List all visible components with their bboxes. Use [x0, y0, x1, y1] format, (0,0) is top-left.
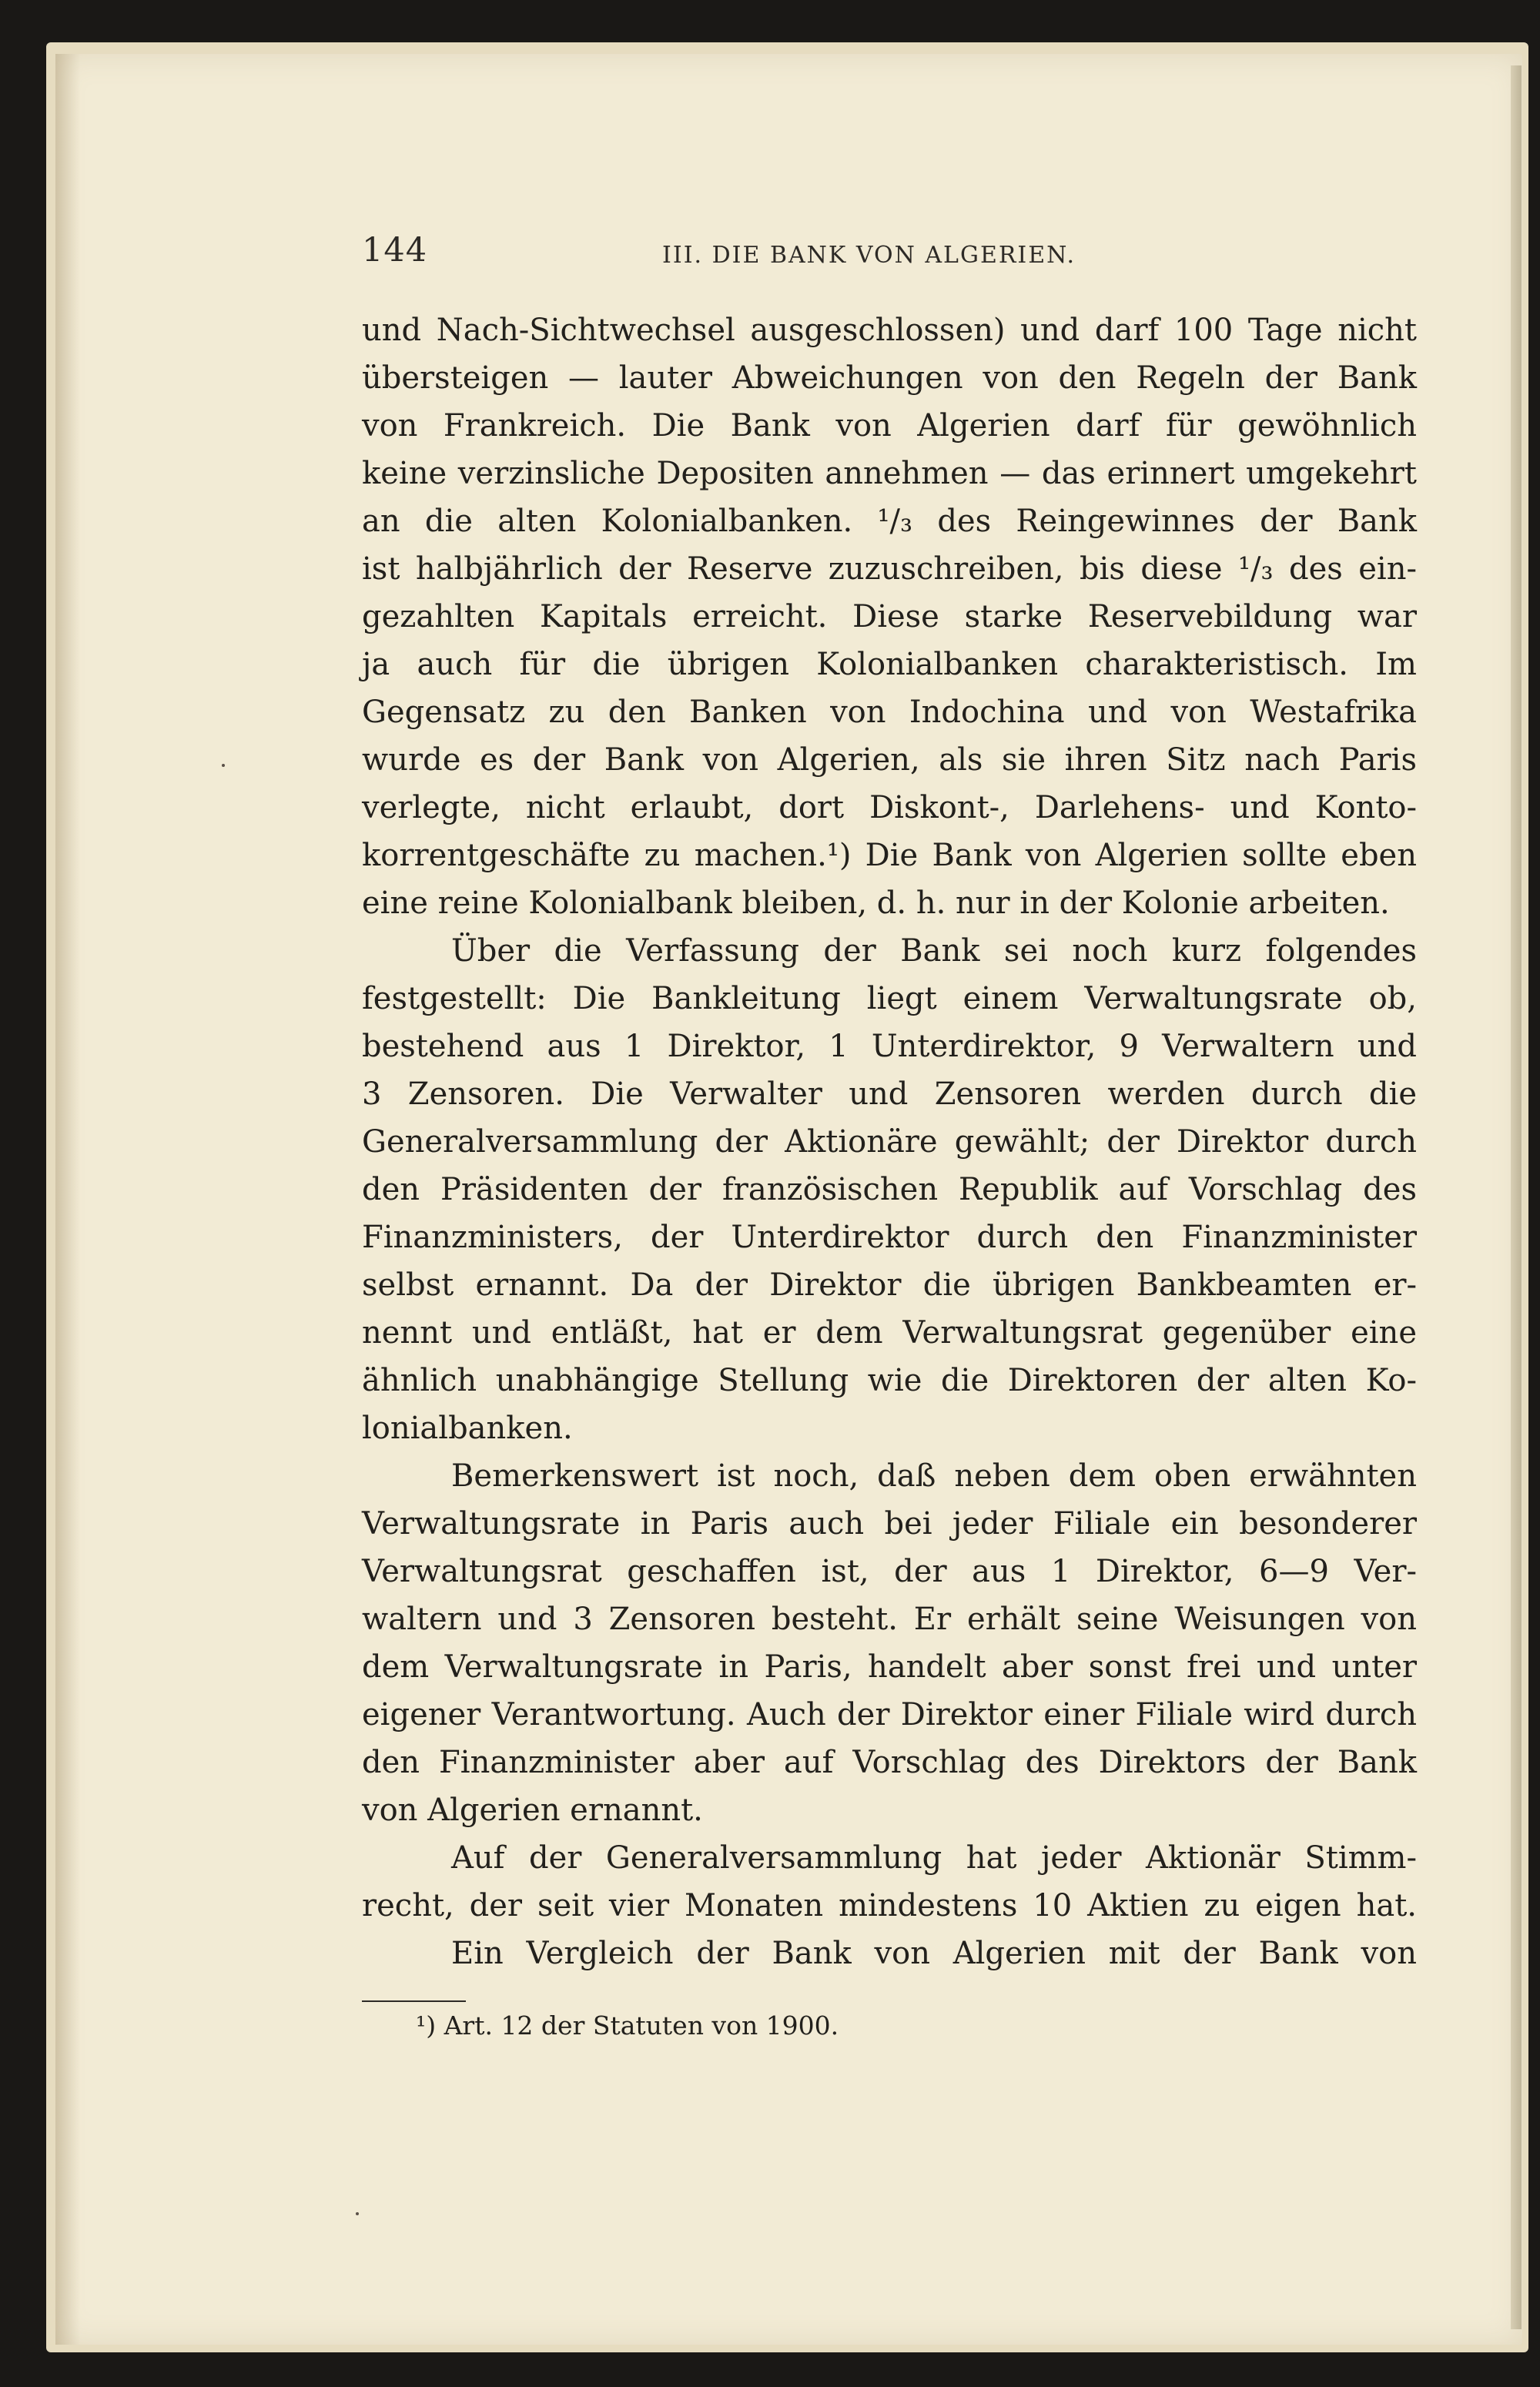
paper-speck [356, 2212, 359, 2215]
page-edge [1511, 65, 1522, 2329]
text-line: wurde es der Bank von Algerien, als sie ihren Sitz nach Paris [362, 742, 1417, 778]
text-line: eigener Verantwortung. Auch der Direktor einer Filiale wird durch [362, 1697, 1417, 1732]
text-line: Finanzministers, der Unterdirektor durch den Finanzminister [362, 1220, 1417, 1255]
footnote-rule [362, 2000, 466, 2002]
page-number: 144 [362, 231, 428, 270]
text-line: waltern und 3 Zensoren besteht. Er erhält seine Weisungen von [362, 1602, 1417, 1637]
text-line: von Frankreich. Die Bank von Algerien darf für gewöhnlich [362, 408, 1417, 444]
text-line: ähnlich unabhängige Stellung wie die Direktoren der alten Ko- [362, 1363, 1417, 1398]
text-line: Gegensatz zu den Banken von Indochina und von Westafrika [362, 695, 1417, 730]
text-line: bestehend aus 1 Direktor, 1 Unterdirektor, 9 Verwaltern und [362, 1029, 1417, 1064]
running-head: III. DIE BANK VON ALGERIEN. [662, 242, 1076, 269]
text-line: korrentgeschäfte zu machen.¹) Die Bank von Algerien sollte eben [362, 838, 1417, 873]
text-line: eine reine Kolonialbank bleiben, d. h. nur in der Kolonie arbeiten. [362, 886, 1390, 921]
footnote: ¹) Art. 12 der Statuten von 1900. [416, 2010, 839, 2040]
text-line: Über die Verfassung der Bank sei noch kurz folgendes [451, 933, 1417, 969]
text-line: Auf der Generalversammlung hat jeder Aktionär Stimm- [451, 1840, 1417, 1876]
text-line: Ein Vergleich der Bank von Algerien mit der Bank von [451, 1936, 1417, 1971]
text-line: nennt und entläßt, hat er dem Verwaltungsrat gegenüber eine [362, 1315, 1417, 1351]
text-line: festgestellt: Die Bankleitung liegt einem Verwaltungsrate ob, [362, 981, 1417, 1016]
text-line: Generalversammlung der Aktionäre gewählt; der Direktor durch [362, 1124, 1417, 1160]
text-line: 3 Zensoren. Die Verwalter und Zensoren werden durch die [362, 1076, 1417, 1112]
text-line: recht, der seit vier Monaten mindestens 10 Aktien zu eigen hat. [362, 1888, 1417, 1923]
text-line: ist halbjährlich der Reserve zuzuschreiben, bis diese ¹/₃ des ein- [362, 551, 1417, 587]
text-line: Bemerkenswert ist noch, daß neben dem oben erwähnten [451, 1458, 1417, 1494]
text-line: den Finanzminister aber auf Vorschlag des Direktors der Bank [362, 1745, 1417, 1780]
text-line: lonialbanken. [362, 1411, 573, 1446]
text-line: gezahlten Kapitals erreicht. Diese starke Reservebildung war [362, 599, 1417, 634]
text-line: ja auch für die übrigen Kolonialbanken charakteristisch. Im [362, 647, 1417, 682]
page-header [362, 231, 1417, 277]
body-text [362, 306, 1417, 1977]
text-line: Verwaltungsrate in Paris auch bei jeder Filiale ein besonderer [362, 1506, 1417, 1542]
text-line: verlegte, nicht erlaubt, dort Diskont-, Darlehens- und Konto- [362, 790, 1417, 825]
text-line: übersteigen — lauter Abweichungen von den Regeln der Bank [362, 360, 1417, 396]
text-line: den Präsidenten der französischen Republik auf Vorschlag des [362, 1172, 1417, 1207]
text-line: und Nach-Sichtwechsel ausgeschlossen) und darf 100 Tage nicht [362, 313, 1417, 348]
text-line: dem Verwaltungsrate in Paris, handelt aber sonst frei und unter [362, 1649, 1417, 1685]
text-line: an die alten Kolonialbanken. ¹/₃ des Reingewinnes der Bank [362, 504, 1417, 539]
text-line: Verwaltungsrat geschaffen ist, der aus 1 Direktor, 6—9 Ver- [362, 1554, 1417, 1589]
text-line: keine verzinsliche Depositen annehmen — das erinnert umgekehrt [362, 456, 1417, 491]
text-line: selbst ernannt. Da der Direktor die übrigen Bankbeamten er- [362, 1267, 1417, 1303]
paper-speck [222, 764, 225, 767]
text-line: von Algerien ernannt. [362, 1793, 703, 1828]
